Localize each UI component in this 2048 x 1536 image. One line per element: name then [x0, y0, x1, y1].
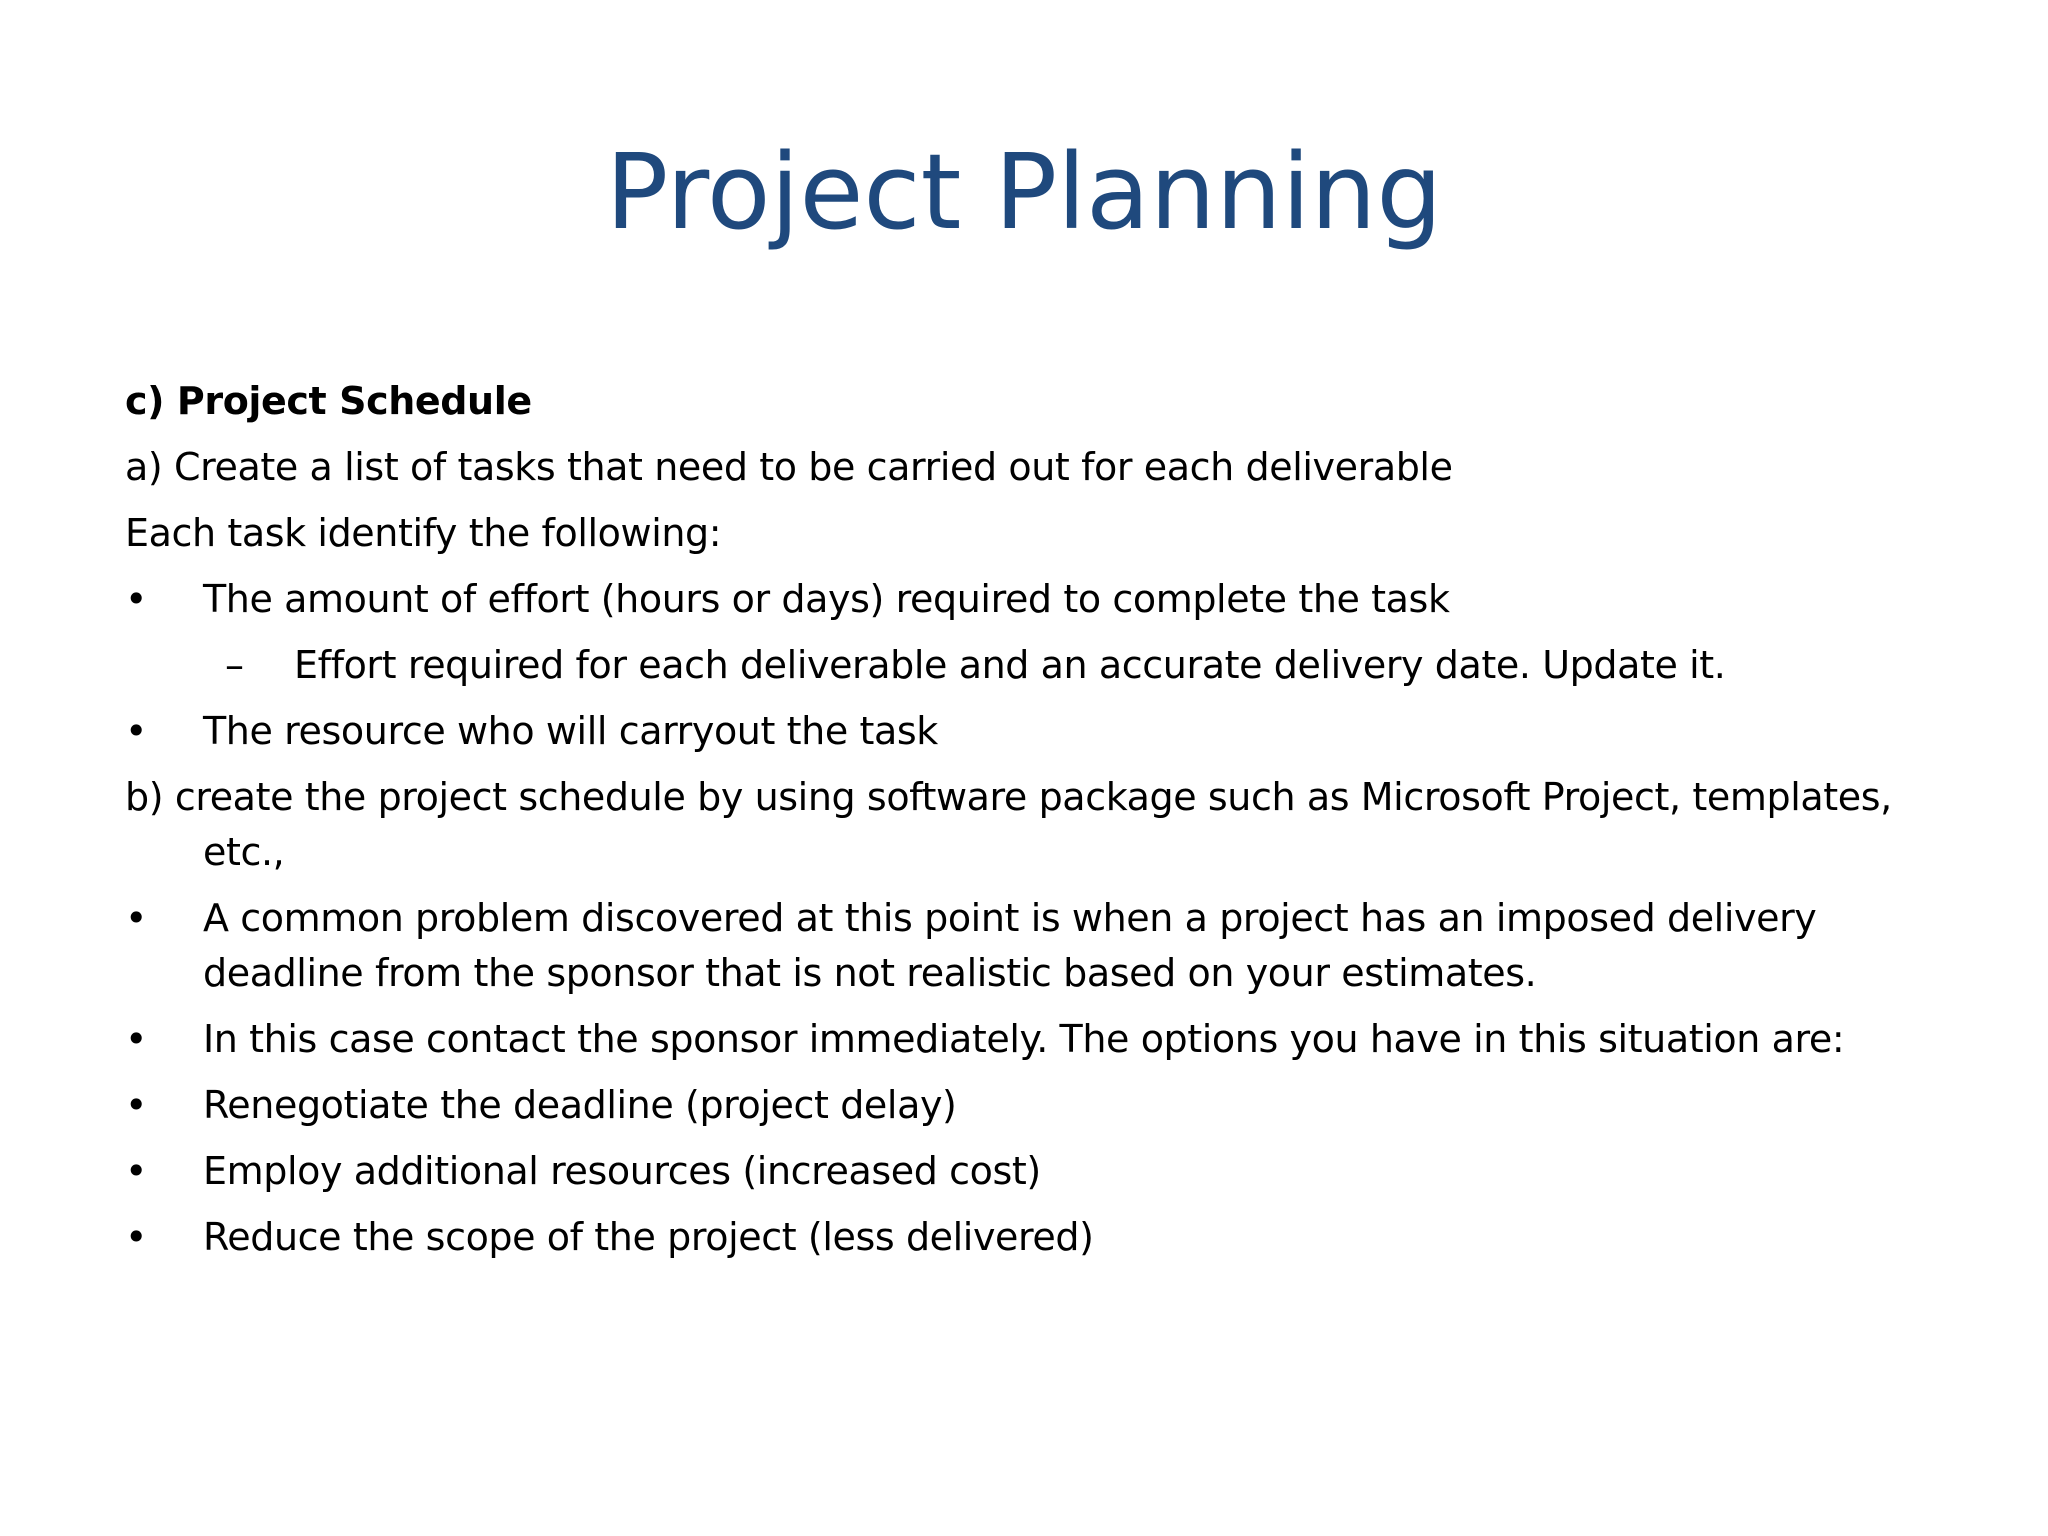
bullet-text: The resource who will carryout the task	[203, 709, 938, 753]
slide-body	[125, 374, 1955, 1276]
bullet-icon: •	[125, 577, 148, 621]
bullet-text: Renegotiate the deadline (project delay)	[203, 1083, 957, 1127]
bullet-text: Employ additional resources (increased cost)	[203, 1149, 1041, 1193]
section-heading: c) Project Schedule	[125, 379, 532, 423]
bullet-item	[125, 1144, 1955, 1199]
bullet-item	[125, 891, 1955, 1001]
bullet-icon: •	[125, 1017, 148, 1061]
sub-bullet-text: Effort required for each deliverable and an accurate delivery date. Update it.	[294, 643, 1726, 687]
slide-title: Project Planning	[605, 131, 1443, 253]
bullet-text: Reduce the scope of the project (less delivered)	[203, 1215, 1094, 1259]
bullet-icon: •	[125, 709, 148, 753]
dash-icon: –	[225, 643, 244, 687]
bullet-icon: •	[125, 1215, 148, 1259]
bullet-item	[125, 1078, 1955, 1133]
bullet-text: A common problem discovered at this point is when a project has an imposed delivery deadline from the sponsor that is not realistic based on your estimates.	[203, 896, 1817, 995]
bullet-icon: •	[125, 1083, 148, 1127]
bullet-text: The amount of effort (hours or days) required to complete the task	[203, 577, 1450, 621]
bullet-icon: •	[125, 896, 148, 940]
bullet-item	[125, 1012, 1955, 1067]
body-paragraph: a) Create a list of tasks that need to be carried out for each deliverable	[125, 445, 1453, 489]
bullet-item	[125, 572, 1955, 627]
bullet-item	[125, 1210, 1955, 1265]
sub-bullet-item	[125, 638, 1955, 693]
bullet-text: In this case contact the sponsor immediately. The options you have in this situation are:	[203, 1017, 1845, 1061]
body-paragraph: Each task identify the following:	[125, 511, 722, 555]
bullet-item	[125, 704, 1955, 759]
body-paragraph: b) create the project schedule by using software package such as Microsoft Project, templates, etc.,	[125, 775, 1892, 874]
bullet-icon: •	[125, 1149, 148, 1193]
